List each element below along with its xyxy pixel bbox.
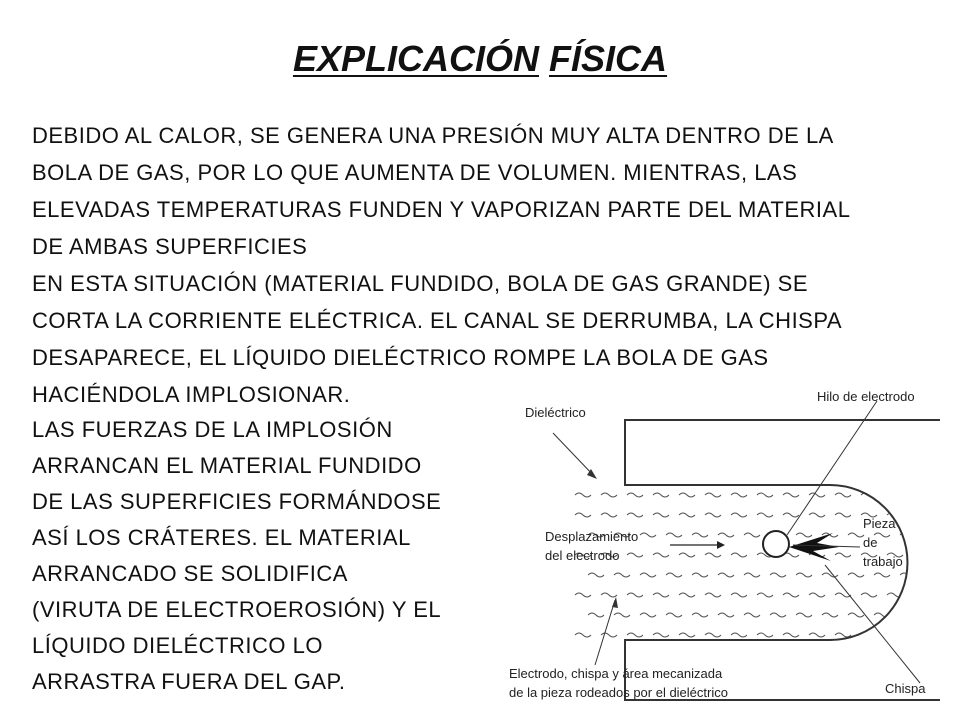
text-line: BOLA DE GAS, POR LO QUE AUMENTA DE VOLUMEN. MIENTRAS, LAS [32,160,798,185]
text-line: (VIRUTA DE ELECTROEROSIÓN) Y EL [32,597,442,622]
label-wire-electrode: Hilo de electrodo [817,389,915,404]
label-displacement-1: Desplazamiento [545,529,639,544]
text-line: LAS FUERZAS DE LA IMPLOSIÓN [32,417,393,442]
text-line: DE LAS SUPERFICIES FORMÁNDOSE [32,489,442,514]
label-workpiece-1: Pieza [863,516,896,531]
text-line: LÍQUIDO DIELÉCTRICO LO [32,633,323,658]
title-word-1: EXPLICACIÓN [292,38,539,79]
text-line: ARRASTRA FUERA DEL GAP. [32,669,346,694]
text-line: DESAPARECE, EL LÍQUIDO DIELÉCTRICO ROMPE LA BOLA DE GAS [32,345,769,370]
wire-electrode [763,531,789,557]
text-line: ELEVADAS TEMPERATURAS FUNDEN Y VAPORIZAN PARTE DEL MATERIAL [32,197,851,222]
text-line: EN ESTA SITUACIÓN (MATERIAL FUNDIDO, BOLA DE GAS GRANDE) SE [32,271,808,296]
label-electrode-area-1: Electrodo, chispa y área mecanizada [509,666,723,681]
label-electrode-area-2: de la pieza rodeados por el dieléctrico [509,685,728,700]
text-line: ARRANCADO SE SOLIDIFICA [32,561,348,586]
text-line: CORTA LA CORRIENTE ELÉCTRICA. EL CANAL SE DERRUMBA, LA CHISPA [32,308,843,333]
page-title [0,38,960,80]
text-line: DE AMBAS SUPERFICIES [32,234,308,259]
label-workpiece-3: trabajo [863,554,903,569]
label-displacement-2: del electrodo [545,548,620,563]
edm-diagram [495,385,945,715]
paragraph-heat-pressure [32,117,912,413]
paragraph-implosion [32,412,472,700]
title-word-2: FÍSICA [549,38,668,79]
text-line: ASÍ LOS CRÁTERES. EL MATERIAL [32,525,411,550]
label-spark: Chispa [885,681,926,696]
text-line: ARRANCAN EL MATERIAL FUNDIDO [32,453,422,478]
label-dielectric: Dieléctrico [525,405,586,420]
label-workpiece-2: de [863,535,878,550]
text-line: DEBIDO AL CALOR, SE GENERA UNA PRESIÓN MUY ALTA DENTRO DE LA [32,123,834,148]
text-line: HACIÉNDOLA IMPLOSIONAR. [32,382,351,407]
